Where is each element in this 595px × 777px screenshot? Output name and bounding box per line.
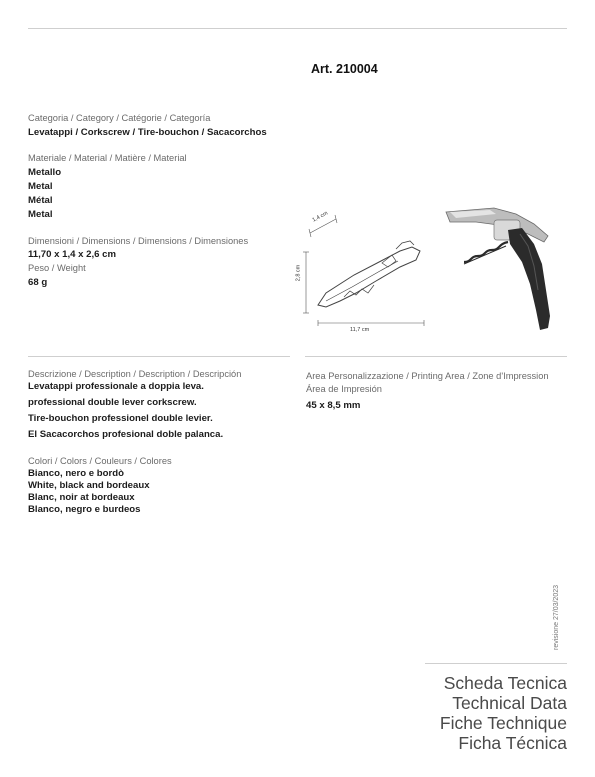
category-value: Levatappi / Corkscrew / Tire-bouchon / Sacacorchos — [28, 127, 267, 138]
sheet-title-it: Scheda Tecnica — [443, 673, 567, 693]
material-value-es: Metal — [28, 209, 53, 220]
material-label: Materiale / Material / Matière / Material — [28, 153, 187, 163]
bottom-divider — [425, 663, 567, 664]
top-divider — [28, 28, 567, 29]
length-dimension-label: 11,7 cm — [350, 327, 370, 333]
corkscrew-line-drawing — [296, 205, 436, 340]
corkscrew-product-image — [436, 200, 556, 335]
colors-value-en: White, black and bordeaux — [28, 480, 150, 491]
material-value-it: Metallo — [28, 167, 62, 178]
revision-note: revisione 27/03/2023 — [553, 585, 560, 650]
middle-divider-right — [305, 356, 567, 357]
weight-value: 68 g — [28, 277, 48, 288]
print-area-label-line2: Área de Impresión — [306, 384, 382, 394]
material-value-fr: Métal — [28, 195, 53, 206]
material-value-en: Metal — [28, 181, 53, 192]
article-number: Art. 210004 — [311, 62, 378, 76]
category-label: Categoria / Category / Catégorie / Categoría — [28, 113, 211, 123]
description-label: Descrizione / Description / Description / Descripción — [28, 369, 242, 379]
description-value-fr: Tire-bouchon professionel double levier. — [28, 413, 213, 424]
description-value-es: El Sacacorchos profesional doble palanca. — [28, 429, 224, 440]
weight-label: Peso / Weight — [28, 263, 86, 273]
dimensions-label: Dimensioni / Dimensions / Dimensions / Dimensiones — [28, 236, 249, 246]
sheet-titles — [440, 673, 567, 753]
sheet-title-en: Technical Data — [452, 693, 567, 713]
width-dimension-label: 1,4 cm — [311, 210, 329, 224]
print-area-label-line1: Area Personalizzazione / Printing Area / Zone d'Impression — [306, 371, 549, 381]
description-value-it: Levatappi professionale a doppia leva. — [28, 381, 204, 392]
sheet-title-fr: Fiche Technique — [439, 713, 567, 733]
colors-label: Colori / Colors / Couleurs / Colores — [28, 456, 172, 466]
middle-divider-left — [28, 356, 290, 357]
print-area-value: 45 x 8,5 mm — [306, 400, 361, 411]
sheet-title-es: Ficha Técnica — [458, 733, 567, 753]
height-dimension-label: 2,8 cm — [295, 264, 302, 282]
colors-value-it: Bianco, nero e bordò — [28, 468, 124, 479]
colors-value-es: Blanco, negro e burdeos — [28, 504, 141, 515]
colors-value-fr: Blanc, noir at bordeaux — [28, 492, 135, 503]
dimensions-value: 11,70 x 1,4 x 2,6 cm — [28, 249, 117, 260]
description-value-en: professional double lever corkscrew. — [28, 397, 197, 408]
